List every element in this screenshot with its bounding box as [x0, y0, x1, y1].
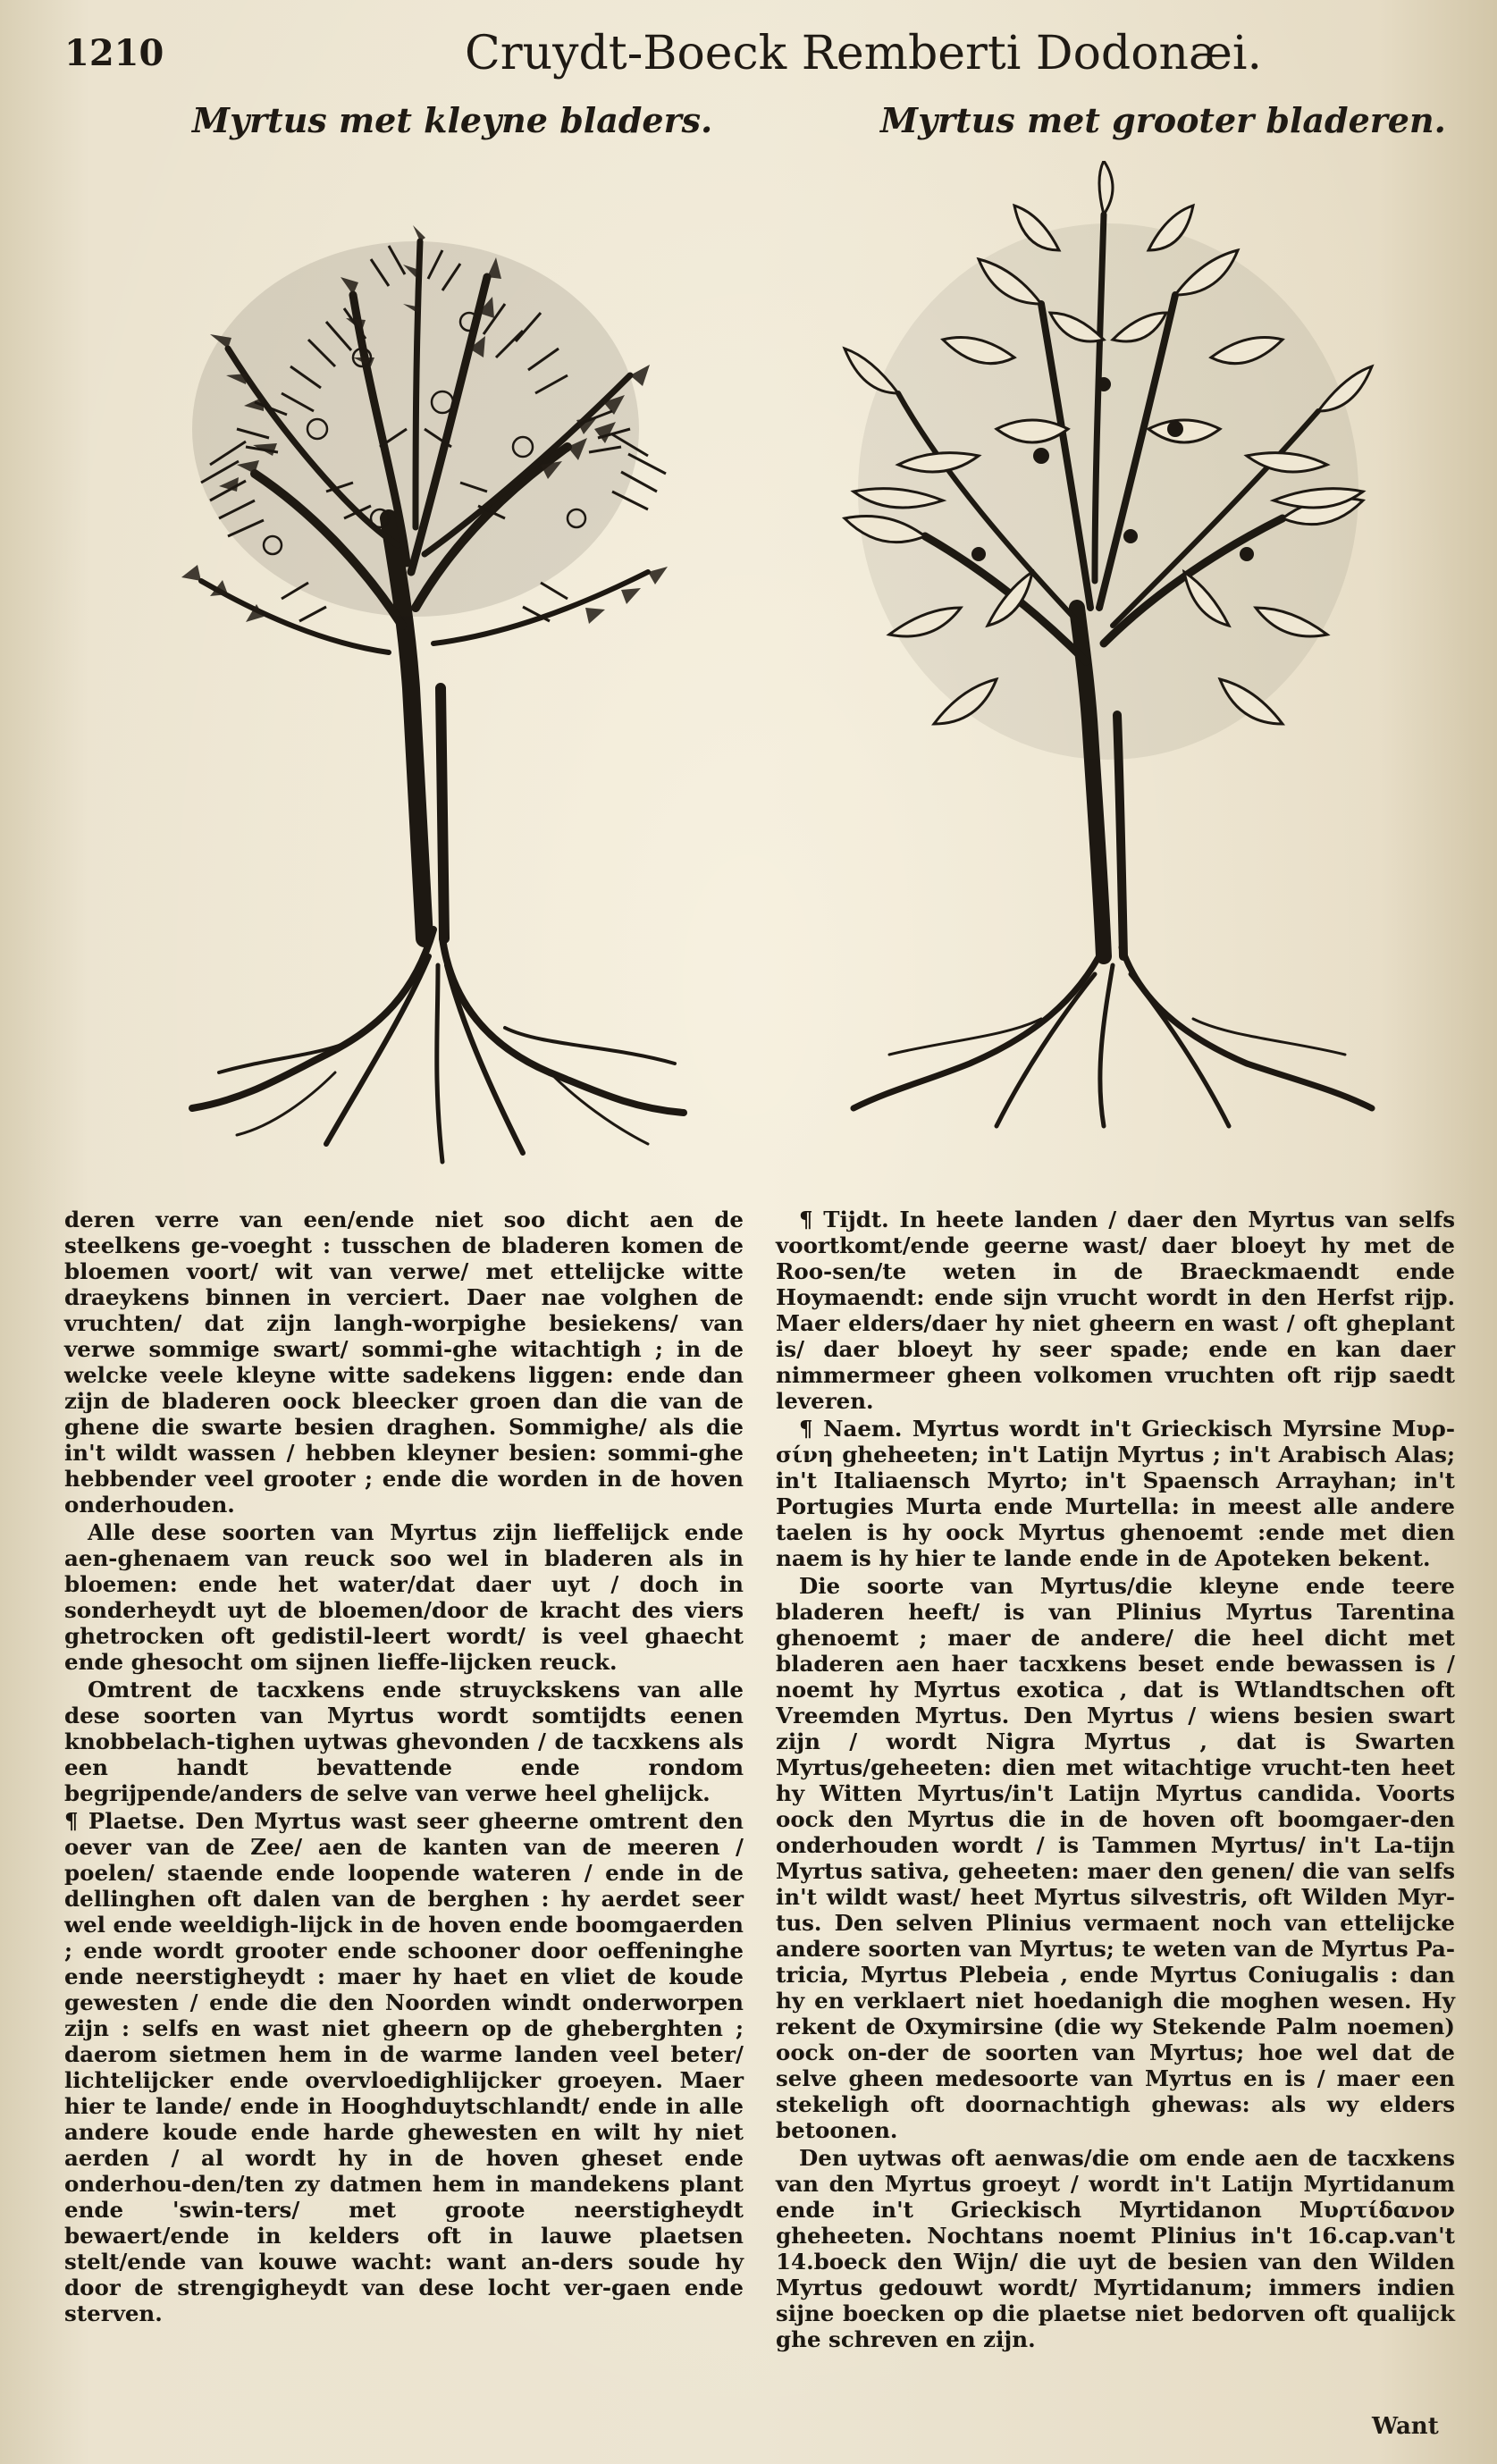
paragraph: Die soorte van Myrtus/die kleyne ende teere bladeren heeft/ is van Plinius Myrtus Tarentina ghenoemt ; maer de andere/ die heel dicht met bladeren aen haer tacxkens beset ende bewassen is / noemt hy Myrtus exotica , dat is Wtlandtschen oft Vreemden Myrtus. Den Myrtus / wiens besien swart zijn / wordt Nigra Myrtus , dat is Swarten Myrtus/geheeten: dien met witachtige vrucht-ten heet hy Witten Myrtus/in't Latijn Myrtus candida. Voorts oock den Myrtus die in de hoven oft boomgaer-den onderhouden wordt / is Tammen Myrtus/ in't La-tijn Myrtus sativa, geheeten: maer den genen/ die van selfs in't wildt wast/ heet Myrtus silvestris, oft Wilden Myr-tus. Den selven Plinius vermaent noch van ettelijcke andere soorten van Myrtus; te weten van de Myrtus Pa-tricia, Myrtus Plebeia , ende Myrtus Coniugalis : dan hy en verklaert niet hoedanigh die moghen wesen. Hy rekent de Oxymirsine (die wy Stekende Palm noemen) oock on-der de soorten van Myrtus; hoe wel dat de selve gheen medesoorte van Myrtus en is / maer een stekeligh oft doornachtigh ghewas: als wy elders betoonen.	[776, 1573, 1455, 2143]
text-column-left	[64, 1207, 744, 2328]
paragraph: deren verre van een/ende niet soo dicht aen de steelkens ge-voeght : tusschen de bladeren komen de bloemen voort/ wit van verwe/ met ettelijcke witte draeykens binnen in verciert. Daer nae volghen de vruchten/ dat zijn langh-worpighe besiekens/ van verwe sommige swart/ sommi-ghe witachtigh ; in de welcke veele kleyne witte sadekens liggen: ende dan zijn de bladeren oock bleecker groen dan die van de ghene die swarte besien draghen. Sommighe/ als die in't wildt wassen / hebben kleyner besien: sommi-ghe hebbender veel grooter ; ende die worden in de hoven onderhouden.	[64, 1207, 744, 1518]
paragraph: ¶ Plaetse. Den Myrtus wast seer gheerne omtrent den oever van de Zee/ aen de kanten van de meeren / poelen/ staende ende loopende wateren / ende in de dellinghen oft dalen van de berghen : hy aerdet seer wel ende weeldigh-lijck in de hoven ende boomgaerden ; ende wordt grooter ende schooner door oeffeninghe ende neerstigheydt : maer hy haet en vliet de koude gewesten / ende die den Noorden windt onderworpen zijn : selfs en wast niet gheern op de gheberghten ; daerom sietmen hem in de warme landen veel beter/ lichtelijcker ende overvloedighlijcker groeyen. Maer hier te lande/ ende in Hooghduytschlandt/ ende in alle andere koude ende harde ghewesten en wilt hy niet aerden / al wordt hy in de hoven gheset ende onderhou-den/ten zy datmen hem in mandekens plant ende 'swin-ters/ met groote neerstigheydt bewaert/ende in kelders oft in lauwe plaetsen stelt/ende van kouwe wacht: want an-ders soude hy door de strengigheydt van dese locht ver-gaen ende sterven.	[64, 1808, 744, 2326]
paragraph: ¶ Naem. Myrtus wordt in't Grieckisch Myrsine Μυρ-σίνη gheheeten; in't Latijn Myrtus ; in't Arabisch Alas; in't Italiaensch Myrto; in't Spaensch Arrayhan; in't Portugies Murta ende Murtella: in meest alle andere taelen is hy oock Myrtus ghenoemt :ende met dien naem is hy hier te lande ende in de Apoteken bekent.	[776, 1416, 1455, 1571]
paragraph: ¶ Tijdt. In heete landen / daer den Myrtus van selfs voortkomt/ende geerne wast/ daer bloeyt hy met de Roo-sen/te weten in de Braeckmaendt ende Hoymaendt: ende sijn vrucht wordt in den Herfst rijp. Maer elders/daer hy niet gheern en wast / oft gheplant is/ daer bloeyt hy seer spade; ende en kan daer nimmermeer gheen volkomen vruchten oft rijp saedt leveren.	[776, 1207, 1455, 1414]
caption-right: Myrtus met grooter bladeren.	[880, 100, 1446, 140]
text-column-right	[776, 1207, 1455, 2354]
paragraph: Den uytwas oft aenwas/die om ende aen de tacxkens van den Myrtus groeyt / wordt in't Latijn Myrtidanum ende in't Grieckisch Myrtidanon Μυρτίδανον gheheeten. Nochtans noemt Plinius in't 16.cap.van't 14.boeck den Wijn/ die uyt de besien van den Wilden Myrtus gedouwt wordt/ Myrtidanum; immers indien sijne boecken op die plaetse niet bedorven oft qualijck ghe schreven en zijn.	[776, 2145, 1455, 2352]
woodcut-large-leaved-myrtle	[836, 161, 1390, 1135]
page-number: 1210	[64, 32, 164, 74]
catchword: Want	[1372, 2413, 1439, 2440]
running-title: Cruydt-Boeck Remberti Dodonæi.	[465, 27, 1263, 80]
paragraph: Omtrent de tacxkens ende struyckskens van alle dese soorten van Myrtus wordt somtijdts eenen knobbelach-tighen uytwas ghevonden / de tacxkens als een handt bevattende ende rondom begrijpende/anders de selve van verwe heel ghelijck.	[64, 1677, 744, 1806]
woodcut-small-leaved-myrtle	[147, 223, 737, 1171]
caption-left: Myrtus met kleyne bladers.	[192, 100, 713, 140]
paragraph: Alle dese soorten van Myrtus zijn lieffelijck ende aen-ghenaem van reuck soo wel in bladeren als in bloemen: ende het water/dat daer uyt / doch in sonderheydt uyt de bloemen/door de kracht des viers ghetrocken oft gedistil-leert wordt/ is veel ghaecht ende ghesocht om sijnen lieffe-lijcken reuck.	[64, 1519, 744, 1675]
